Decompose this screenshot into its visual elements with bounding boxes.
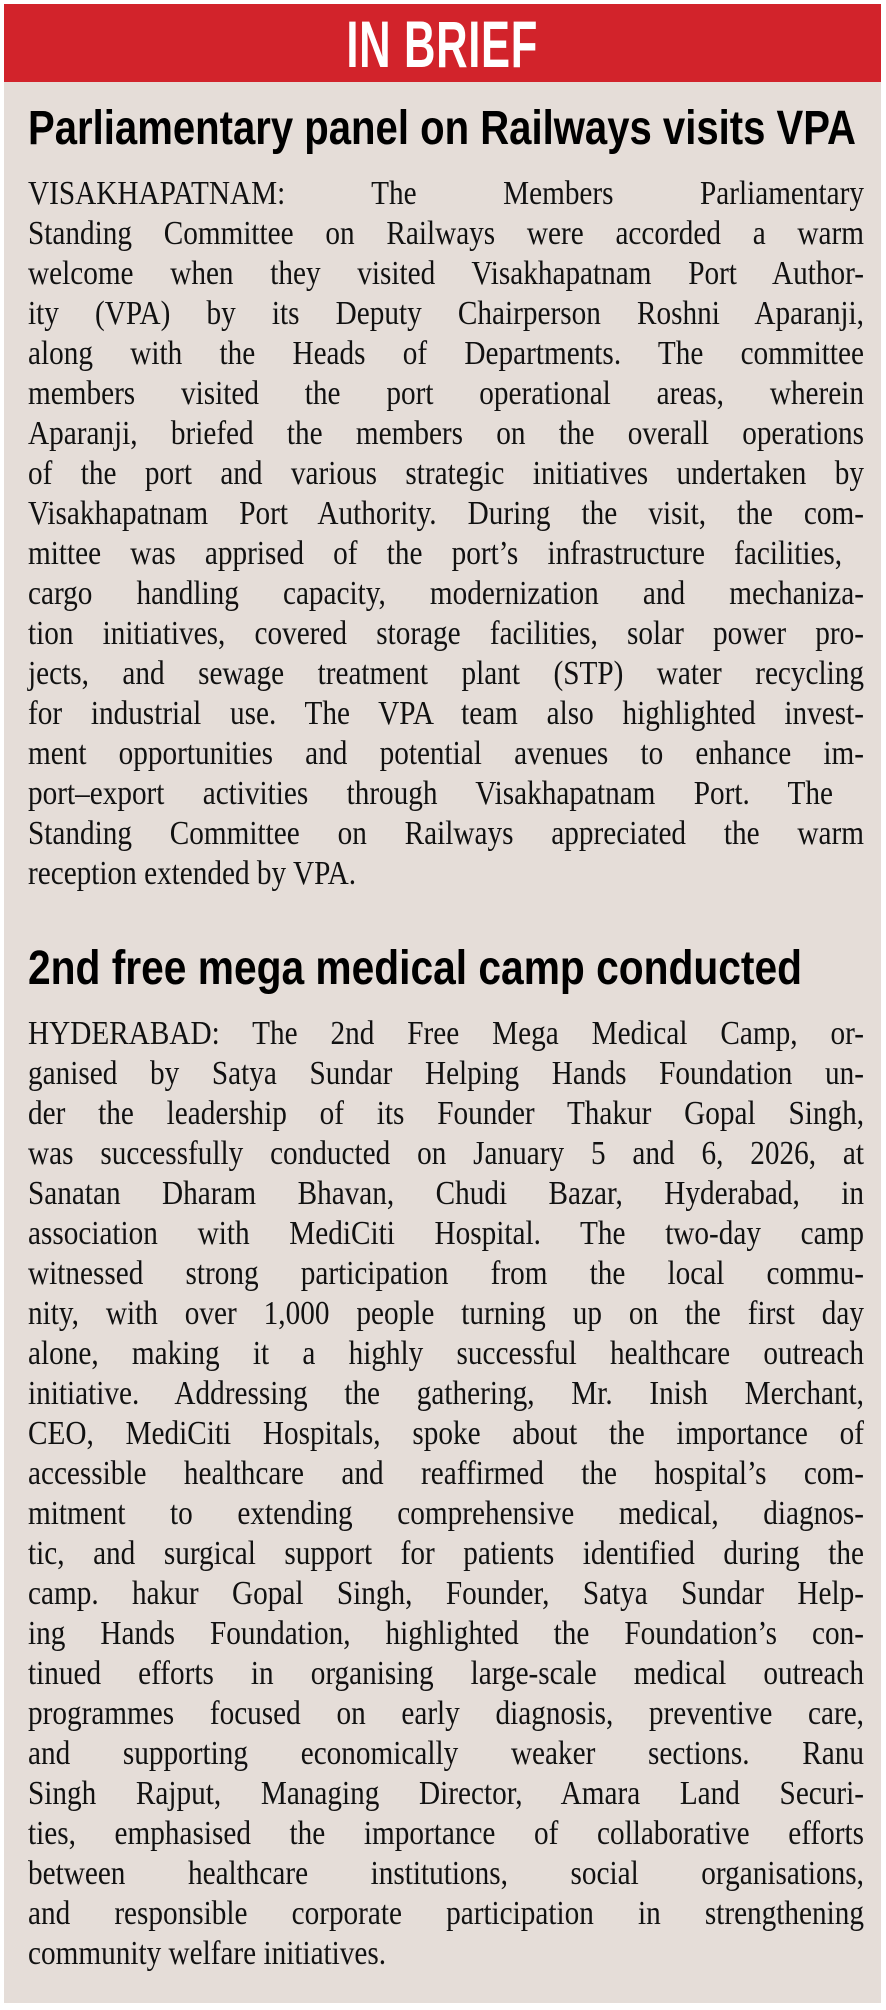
article-body-line: along with the Heads of Departments. The committee: [28, 335, 865, 372]
in-brief-panel: [4, 4, 881, 2003]
article-body-line: Singh Rajput, Managing Director, Amara Land Securi-: [28, 1775, 865, 1812]
article-body-line: VISAKHAPATNAM: The Members Parliamentary: [28, 175, 865, 212]
article-body-line: camp. hakur Gopal Singh, Founder, Satya Sundar Help-: [28, 1575, 865, 1612]
article-body-line: ganised by Satya Sundar Helping Hands Foundation un-: [28, 1055, 865, 1092]
article-body-line: tion initiatives, covered storage facilities, solar power pro-: [28, 615, 865, 652]
article-body: [28, 174, 864, 894]
article-body-line: ity (VPA) by its Deputy Chairperson Roshni Aparanji,: [28, 295, 865, 332]
article-body-line: welcome when they visited Visakhapatnam Port Author-: [28, 255, 865, 292]
article-headline: 2nd free mega medical camp conducted: [28, 942, 802, 995]
article-body-line: ing Hands Foundation, highlighted the Foundation’s con-: [28, 1615, 865, 1652]
article-body-line: mitment to extending comprehensive medical, diagnos-: [28, 1495, 865, 1532]
article-body-line: alone, making it a highly successful healthcare outreach: [28, 1335, 865, 1372]
article-body-line: Standing Committee on Railways were accorded a warm: [28, 215, 865, 252]
article-body-line: was successfully conducted on January 5 and 6, 2026, at: [28, 1135, 865, 1172]
article-body-line: members visited the port operational areas, wherein: [28, 375, 865, 412]
article-body-line: Visakhapatnam Port Authority. During the visit, the com-: [28, 495, 865, 532]
article-body-line: witnessed strong participation from the local commu-: [28, 1255, 865, 1292]
article-headline: Parliamentary panel on Railways visits VPA: [28, 102, 856, 155]
article-body-line: der the leadership of its Founder Thakur Gopal Singh,: [28, 1095, 865, 1132]
article-body-line: port–export activities through Visakhapatnam Port. The: [28, 775, 834, 812]
article-body-line: mittee was apprised of the port’s infrastructure facilities,: [28, 535, 843, 572]
article-body-line: ties, emphasised the importance of collaborative efforts: [28, 1815, 865, 1852]
article-body-line: initiative. Addressing the gathering, Mr. Inish Merchant,: [28, 1375, 865, 1412]
article-body-line: ment opportunities and potential avenues to enhance im-: [28, 735, 865, 772]
section-title: [4, 4, 881, 82]
article-body-line: nity, with over 1,000 people turning up on the first day: [28, 1295, 865, 1332]
article-body-line: CEO, MediCiti Hospitals, spoke about the importance of: [28, 1415, 865, 1452]
article-body-line: Aparanji, briefed the members on the overall operations: [28, 415, 865, 452]
article-body-line: between healthcare institutions, social organisations,: [28, 1855, 865, 1892]
article-body-line: Sanatan Dharam Bhavan, Chudi Bazar, Hyderabad, in: [28, 1175, 865, 1212]
article-body-line: jects, and sewage treatment plant (STP) water recycling: [28, 655, 865, 692]
section-title-text: IN BRIEF: [346, 7, 539, 81]
article-body-line: and supporting economically weaker sections. Ranu: [28, 1735, 865, 1772]
article-body-line: and responsible corporate participation in strengthening: [28, 1895, 865, 1932]
article-body-line: of the port and various strategic initiatives undertaken by: [28, 455, 865, 492]
article-body-line: for industrial use. The VPA team also highlighted invest-: [28, 695, 865, 732]
article-body-line: tic, and surgical support for patients identified during the: [28, 1535, 865, 1572]
article-body-line: association with MediCiti Hospital. The two-day camp: [28, 1215, 865, 1252]
article-body-line: Standing Committee on Railways appreciated the warm: [28, 815, 865, 852]
article-body-line: accessible healthcare and reaffirmed the hospital’s com-: [28, 1455, 865, 1492]
article-body-line: community welfare initiatives.: [28, 1935, 387, 1972]
article-body-line: cargo handling capacity, modernization and mechaniza-: [28, 575, 865, 612]
article-body-line: tinued efforts in organising large-scale medical outreach: [28, 1655, 865, 1692]
article-body-line: reception extended by VPA.: [28, 855, 357, 892]
article-body-line: HYDERABAD: The 2nd Free Mega Medical Camp, or-: [28, 1015, 865, 1052]
article-body-line: programmes focused on early diagnosis, preventive care,: [28, 1695, 865, 1732]
article-body: [28, 1014, 864, 1974]
